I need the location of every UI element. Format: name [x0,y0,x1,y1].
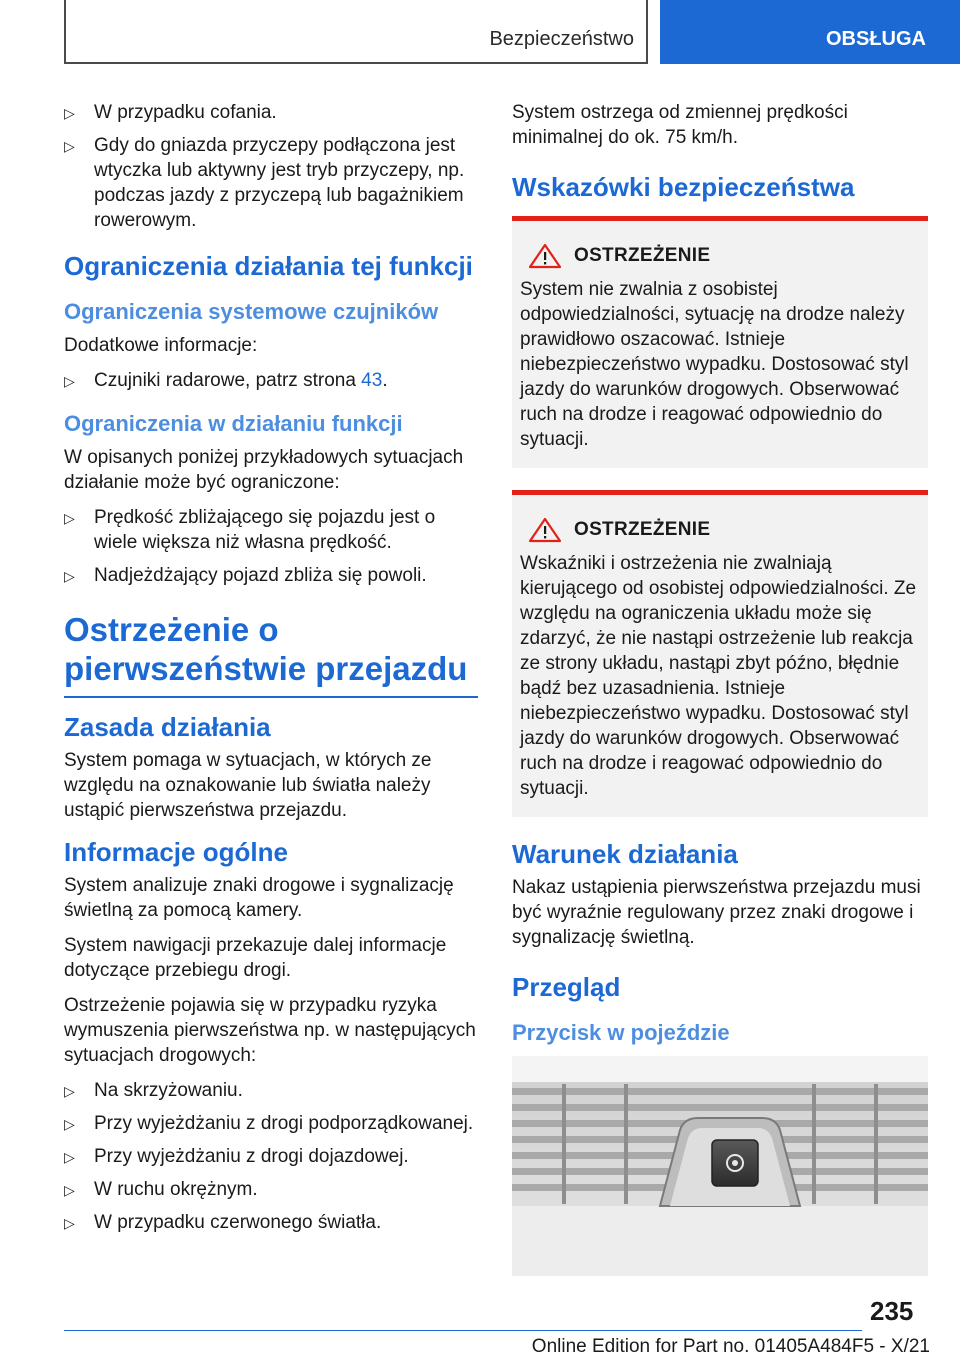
principle-text: System pomaga w sytuacjach, w których ze względu na oznakowanie lub światła należy ustąpić pierwszeństwa przejazdu. [64,750,432,821]
triangle-bullet-icon: ▷ [64,1149,75,1165]
triangle-bullet-icon: ▷ [64,510,75,526]
console-illustration [512,1056,928,1276]
vehicle-button-photo [512,1056,928,1276]
function-intro: W opisanych poniżej przykładowych sytuacjach działanie może być ograniczone: [64,447,464,493]
triangle-bullet-icon: ▷ [64,1116,75,1132]
heading-principle: Zasada działania [64,712,271,742]
triangle-bullet-icon: ▷ [64,1215,75,1231]
warning-text: Wskaźniki i ostrzeżenia nie zwalniają kierującego od osobistej odpowiedzialności. Ze względu na ograniczenia układu może się zdarzyć, że nie nastąpi ostrzeżenie lub reakcja ze strony układu, nastąpi zbyt późno, błędnie bądź bez uzasadnienia. Istnieje niebezpieczeństwo wypadku. Dostosować styl jazdy do warunków drogowych. Obserwować ruch na drodze i reagować odpowiednio do sytuacji. [520,553,917,799]
heading-sensor-limits: Ograniczenia systemowe czujników [64,299,439,324]
heading-limits: Ograniczenia działania tej funkcji [64,251,473,281]
list-item: ▷ Prędkość zbliżającego się pojazdu jest o wiele większa niż własna prędkość. [64,507,436,553]
left-column [64,100,478,1243]
heading-safety: Wskazówki bezpieczeństwa [512,172,855,202]
list-item: ▷ Przy wyjeżdżaniu z drogi podporządkowanej. [64,1111,478,1136]
warning-triangle-icon [528,243,562,269]
heading-overview: Przegląd [512,972,621,1002]
top-bullet-list [64,100,478,233]
right-column [512,100,928,1276]
heading-vehicle-button: Przycisk w pojeździe [512,1020,730,1045]
general-paragraph-2: System nawigacji przekazuje dalej informacje dotyczące przebiegu drogi. [64,935,447,981]
header-chapter-tab[interactable]: OBSŁUGA [660,0,960,64]
triangle-bullet-icon: ▷ [64,1182,75,1198]
speed-intro: System ostrzega od zmiennej prędkości minimalnej do ok. 75 km/h. [512,102,848,148]
heading-condition: Warunek działania [512,839,738,869]
footer-divider [64,1330,862,1331]
page-number: 235 [870,1296,914,1326]
warning-text: System nie zwalnia z osobistej odpowiedzialności, sytuację na drodze należy prawidłowo oszacować. Istnieje niebezpieczeństwo wypadku. Dostosować styl jazdy do warunków drogowych. Obserwować ruch na drodze i reagować odpowiednio do sytuacji. [520,279,909,450]
list-item: ▷ Gdy do gniazda przyczepy podłączona jest wtyczka lub aktywny jest tryb przyczepy, np. podczas jazdy z przyczepą lub bagażnikiem rowerowym. [64,135,465,231]
warning-title: OSTRZEŻENIE [574,519,711,540]
list-item: ▷ W ruchu okrężnym. [64,1177,478,1202]
general-paragraph-3: Ostrzeżenie pojawia się w przypadku ryzyka wymuszenia pierwszeństwa np. w następujących sytuacjach drogowych: [64,995,476,1066]
warning-header [520,243,918,269]
list-item: ▷ W przypadku cofania. [64,100,478,125]
list-item: ▷ Czujniki radarowe, patrz strona 43. [64,368,478,393]
triangle-bullet-icon: ▷ [64,1083,75,1099]
triangle-bullet-icon: ▷ [64,138,75,154]
page-link-43[interactable]: 43 [361,370,383,391]
list-item: ▷ W przypadku czerwonego światła. [64,1210,478,1235]
sensor-intro: Dodatkowe informacje: [64,335,258,356]
warning-header [520,517,918,543]
list-item: ▷ Przy wyjeżdżaniu z drogi dojazdowej. [64,1144,478,1169]
warning-box-2 [512,490,928,817]
condition-text: Nakaz ustąpienia pierwszeństwa przejazdu musi być wyraźnie regulowany przez znaki drogowe i sygnalizację świetlną. [512,877,921,948]
list-item: ▷ Na skrzyżowaniu. [64,1078,478,1103]
triangle-bullet-icon: ▷ [64,568,75,584]
heading-general: Informacje ogólne [64,837,288,867]
header-section-title: Bezpieczeństwo [489,28,634,50]
main-section-title: Ostrzeżenie o pierwszeństwie przejazdu [64,610,478,698]
warning-box-1 [512,216,928,468]
triangle-bullet-icon: ▷ [64,105,75,121]
heading-function-limits: Ograniczenia w działaniu funkcji [64,411,403,436]
footer-edition: Online Edition for Part no. 01405A484F5 - X/21 [531,1336,930,1357]
warning-triangle-icon [528,517,562,543]
warning-title: OSTRZEŻENIE [574,245,711,266]
sensor-bullet-list [64,368,478,393]
function-bullet-list [64,505,478,588]
list-item: ▷ Nadjeżdżający pojazd zbliża się powoli. [64,563,478,588]
general-paragraph-1: System analizuje znaki drogowe i sygnalizację świetlną za pomocą kamery. [64,875,454,921]
situations-bullet-list [64,1078,478,1235]
triangle-bullet-icon: ▷ [64,373,75,389]
